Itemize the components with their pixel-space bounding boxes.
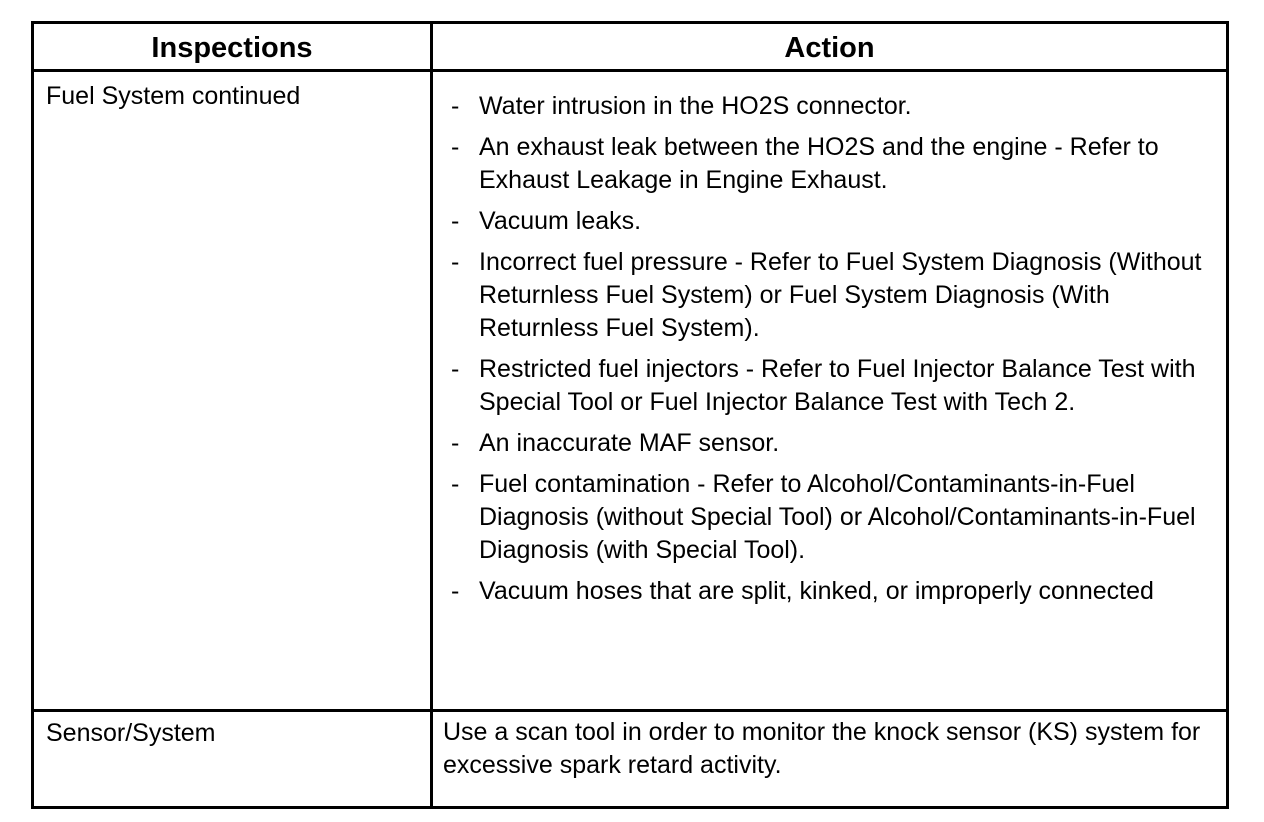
list-item <box>451 246 1211 345</box>
list-item <box>451 575 1211 608</box>
list-item <box>451 427 1211 460</box>
list-item-text: Water intrusion in the HO2S connector. <box>479 92 912 120</box>
list-dash: - <box>451 133 460 161</box>
list-item-text: Fuel contamination - Refer to Alcohol/Contaminants-in-Fuel Diagnosis (without Special Tool) or Alcohol/Contaminants-in-Fuel Diagnosis (with Special Tool). <box>479 470 1196 564</box>
list-item <box>451 131 1211 197</box>
list-dash: - <box>451 248 460 276</box>
list-dash: - <box>451 577 460 605</box>
sensor-system-action-text: Use a scan tool in order to monitor the knock sensor (KS) system for excessive spark retard activity. <box>443 718 1201 779</box>
fuel-system-action-list <box>451 90 1211 616</box>
list-item-text: Incorrect fuel pressure - Refer to Fuel System Diagnosis (Without Returnless Fuel System) or Fuel System Diagnosis (With Returnless Fuel System). <box>479 248 1202 342</box>
list-item-text: Vacuum leaks. <box>479 207 642 235</box>
inspection-fuel-system: Fuel System continued <box>46 82 301 110</box>
list-dash: - <box>451 355 460 383</box>
header-inspections: Inspections <box>151 31 313 64</box>
header-action: Action <box>784 31 875 64</box>
list-dash: - <box>451 429 460 457</box>
inspection-sensor-system: Sensor/System <box>46 719 216 747</box>
list-item-text: Vacuum hoses that are split, kinked, or improperly connected <box>479 577 1154 605</box>
column-divider <box>430 24 433 806</box>
list-item <box>451 468 1211 567</box>
list-item <box>451 205 1211 238</box>
list-item <box>451 353 1211 419</box>
list-item-text: An inaccurate MAF sensor. <box>479 429 780 457</box>
list-dash: - <box>451 207 460 235</box>
row-divider <box>34 709 1226 712</box>
list-dash: - <box>451 470 460 498</box>
list-dash: - <box>451 92 460 120</box>
list-item-text: Restricted fuel injectors - Refer to Fuel Injector Balance Test with Special Tool or Fuel Injector Balance Test with Tech 2. <box>479 355 1196 416</box>
list-item-text: An exhaust leak between the HO2S and the engine - Refer to Exhaust Leakage in Engine Exhaust. <box>479 133 1159 194</box>
list-item <box>451 90 1211 123</box>
